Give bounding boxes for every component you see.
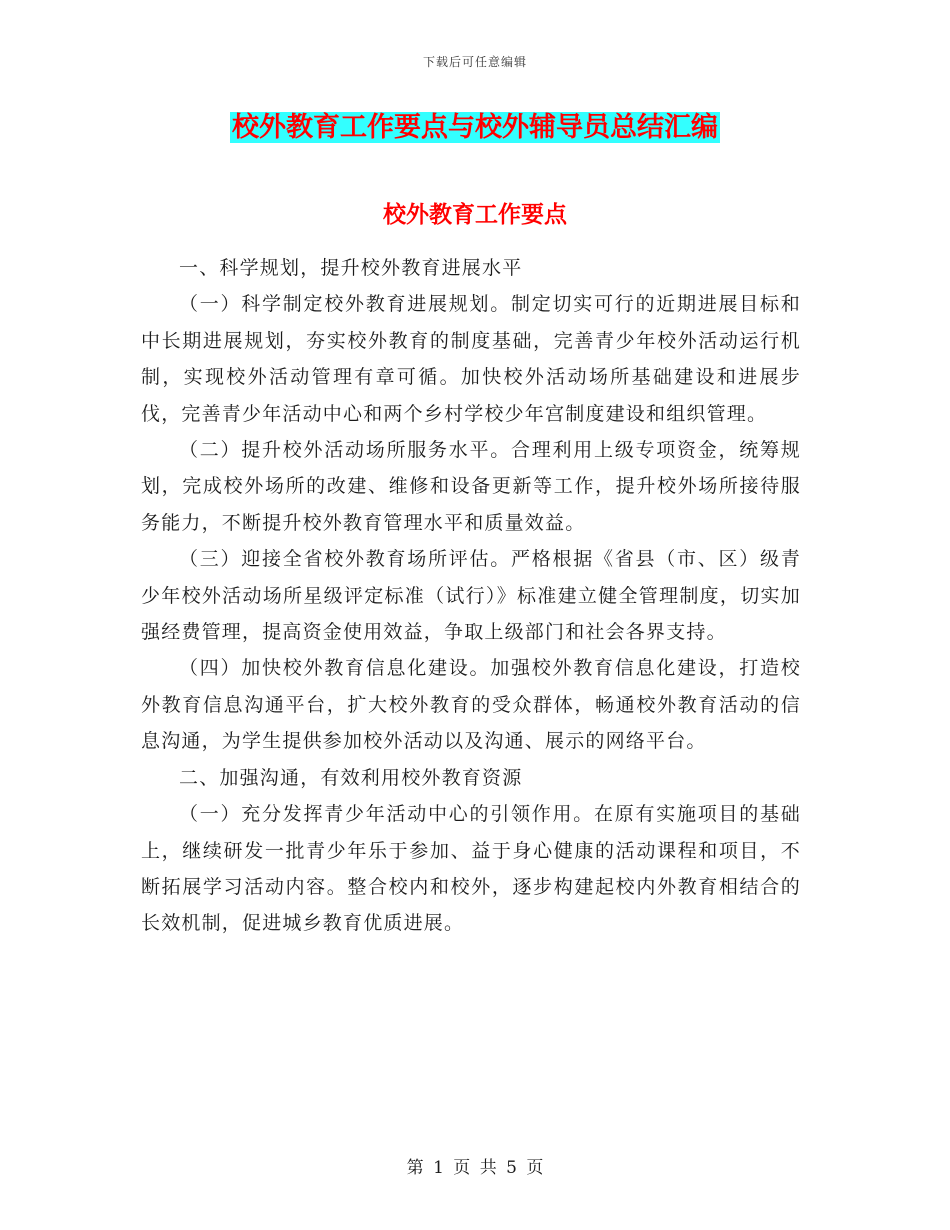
page-header-note: 下载后可任意编辑 bbox=[422, 55, 527, 69]
document-body bbox=[141, 250, 801, 942]
heading-1: 一、科学规划，提升校外教育进展水平 bbox=[179, 257, 523, 279]
paragraph-2-1: （一）充分发挥青少年活动中心的引领作用。在原有实施项目的基础上，继续研发一批青少年乐于参加、益于身心健康的活动课程和项目，不断拓展学习活动内容。整合校内和校外，逐步构建起校内外教育相结合的长效机制，促进城乡教育优质进展。 bbox=[141, 803, 801, 935]
paragraph-1-1: （一）科学制定校外教育进展规划。制定切实可行的近期进展目标和中长期进展规划，夯实校外教育的制度基础，完善青少年校外活动运行机制，实现校外活动管理有章可循。加快校外活动场所基础建设和进展步伐，完善青少年活动中心和两个乡村学校少年宫制度建设和组织管理。 bbox=[141, 293, 801, 425]
document-title-text: 校外教育工作要点与校外辅导员总结汇编 bbox=[232, 112, 718, 143]
page-number: 第 1 页 共 5 页 bbox=[406, 1158, 544, 1178]
heading-2: 二、加强沟通，有效利用校外教育资源 bbox=[179, 766, 523, 789]
document-title bbox=[0, 110, 950, 146]
paragraph-1-2: （二）提升校外活动场所服务水平。合理利用上级专项资金，统筹规划，完成校外场所的改建、维修和设备更新等工作，提升校外场所接待服务能力，不断提升校外教育管理水平和质量效益。 bbox=[141, 439, 801, 534]
paragraph-1-4: （四）加快校外教育信息化建设。加强校外教育信息化建设，打造校外教育信息沟通平台，扩大校外教育的受众群体，畅通校外教育活动的信息沟通，为学生提供参加校外活动以及沟通、展示的网络平台。 bbox=[141, 657, 801, 753]
section-title: 校外教育工作要点 bbox=[383, 202, 567, 228]
paragraph-1-3: （三）迎接全省校外教育场所评估。严格根据《省县（市、区）级青少年校外活动场所星级评定标准（试行）》标准建立健全管理制度，切实加强经费管理，提高资金使用效益，争取上级部门和社会各界支持。 bbox=[141, 548, 801, 644]
